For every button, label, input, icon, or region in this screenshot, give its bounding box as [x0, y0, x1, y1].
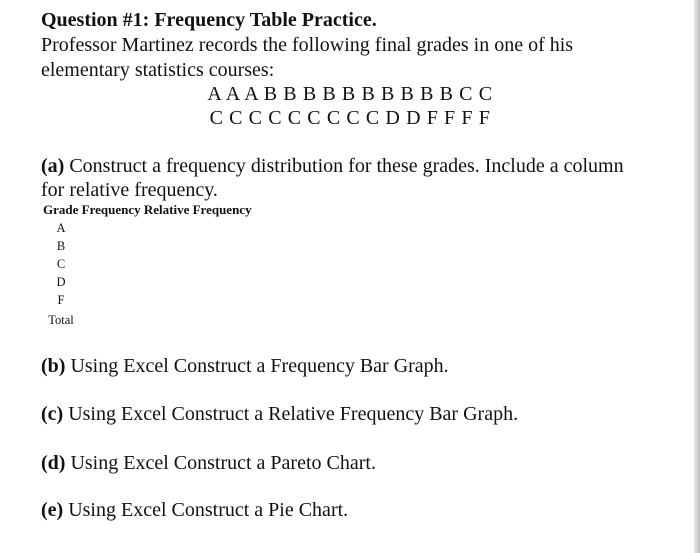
frequency-table-header: Grade Frequency Relative Frequency	[43, 202, 252, 217]
part-a-line-1	[41, 154, 624, 178]
part-b-label: (b)	[41, 355, 66, 377]
part-d-label: (d)	[41, 452, 66, 474]
question-intro-line-2: elementary statistics courses:	[41, 59, 275, 81]
part-b-text: Using Excel Construct a Frequency Bar Graph.	[65, 355, 449, 377]
part-d	[41, 451, 376, 475]
table-row-label: A	[56, 221, 66, 235]
table-row-label: B	[56, 239, 66, 253]
page-edge-shadow	[694, 0, 700, 553]
question-title: Question #1: Frequency Table Practice.	[41, 9, 377, 31]
grades-line-2: C C C C C C C C C D D F F F F	[209, 107, 491, 129]
question-intro-line-1: Professor Martinez records the following final grades in one of his	[41, 34, 574, 56]
part-a-line-2: for relative frequency.	[41, 179, 218, 201]
part-b	[41, 354, 449, 378]
part-c	[41, 402, 518, 426]
part-a-text: Construct a frequency distribution for these grades. Include a column	[64, 155, 624, 177]
table-row-total: Total	[48, 313, 74, 327]
table-row-label: D	[56, 275, 66, 289]
part-a-label: (a)	[41, 155, 65, 177]
part-e	[41, 498, 348, 522]
part-c-text: Using Excel Construct a Relative Frequency Bar Graph.	[63, 403, 519, 425]
part-e-label: (e)	[41, 499, 64, 521]
table-row-label: C	[56, 257, 66, 271]
part-c-label: (c)	[41, 403, 64, 425]
part-d-text: Using Excel Construct a Pareto Chart.	[65, 452, 376, 474]
grades-line-1: A A A B B B B B B B B B B C C	[207, 83, 493, 105]
part-e-text: Using Excel Construct a Pie Chart.	[63, 499, 349, 521]
table-row-label: F	[57, 293, 65, 307]
